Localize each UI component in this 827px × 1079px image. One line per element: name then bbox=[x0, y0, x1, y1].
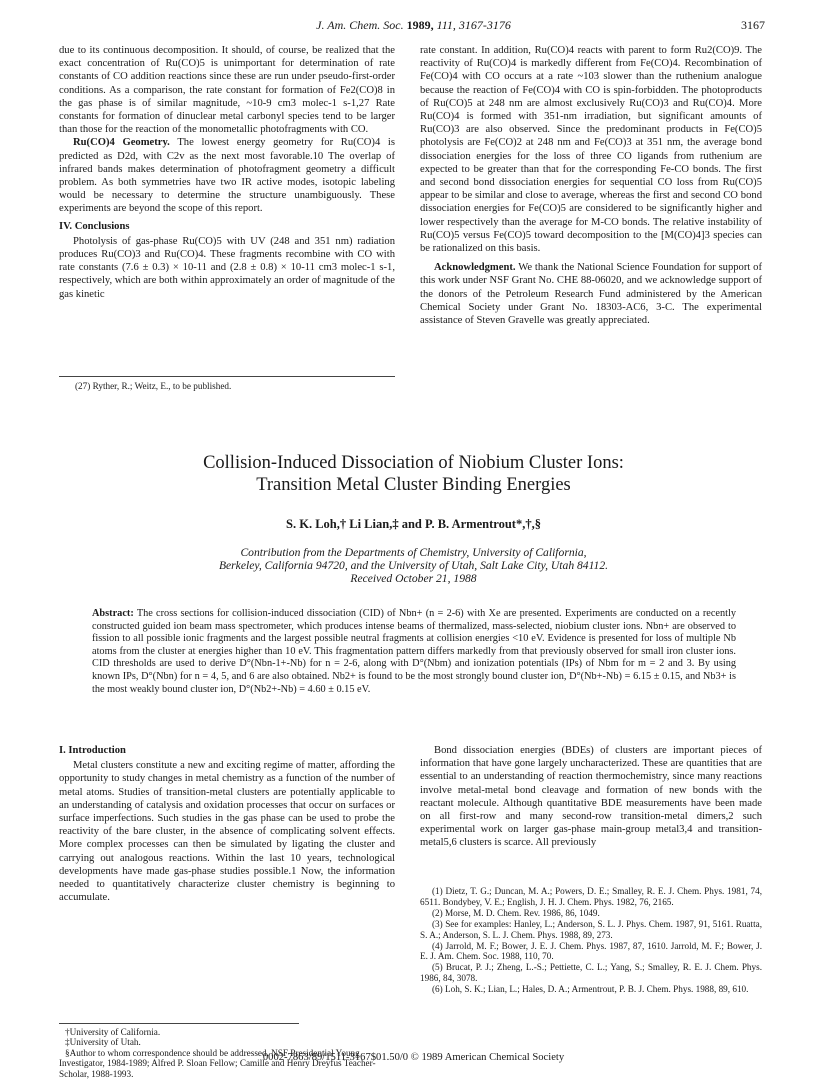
author-note: §Author to whom correspondence should be addressed. NSF Presidential Young Investigator, 1984-1989; Alfred P. Sloan Fellow; Camille and Henry Dreyfus Teacher-Scholar, 1988-1993. bbox=[59, 1047, 376, 1079]
prev-article-left-column bbox=[59, 44, 395, 301]
affiliations bbox=[0, 546, 827, 586]
prev-article-right-column bbox=[420, 44, 762, 327]
ack-heading: Acknowledgment. bbox=[434, 262, 516, 274]
affiliation-line-1: Contribution from the Departments of Chemistry, University of California, bbox=[240, 546, 587, 559]
abstract-label: Abstract: bbox=[92, 608, 134, 619]
journal-year: 1989, bbox=[406, 18, 434, 32]
abstract bbox=[92, 608, 736, 696]
author-list: S. K. Loh,† Li Lian,‡ and P. B. Armentrout*,†,§ bbox=[286, 517, 541, 531]
intro-heading: I. Introduction bbox=[59, 745, 126, 756]
abstract-text: The cross sections for collision-induced dissociation (CID) of Nbn+ (n = 2-6) with Xe are presented. Experiments are conducted on a recently constructed guided ion beam mass spectrometer, which produces intense beams of thermalized, mass-selected, niobium cluster ions. Nbn+ are observed to fission to all possible ionic fragments and the largest possible neutral fragments at collision energies <10 eV. Evidence is presented for loss of multiple Nb atoms from the cluster at energies higher than 10 eV. This fragmentation pattern differs markedly from that previously observed for small iron cluster ions. CID thresholds are used to derive D°(Nbn-1+-Nb) for n = 2-6, along with D°(Nbm) and ionization potentials (IPs) of Nbm for m = 2 and 3. By using known IPs, D°(Nbn) for n = 4, 5, and 6 are also obtained. Nb2+ is found to be the most strongly bound cluster ion, D°(Nb+-Nb) = 6.15 ± 0.15, and Nb3+ is the most weakly bound cluster ion, D°(Nb2+-Nb) = 4.60 ± 0.15 eV. bbox=[92, 608, 737, 695]
prev-paragraph-2-text: The lowest energy geometry for Ru(CO)4 is predicted as D2d, with C2v as the next most favorable.10 The overlap of infrared bands makes determination of photofragment geometry a difficult problem. As both symmetries have two IR active modes, isotopic labeling would be necessary to determine the structure unambiguously. These experiments are beyond the scope of this report. bbox=[59, 137, 395, 215]
author-note: †University of California. bbox=[65, 1027, 161, 1037]
footnote-27: (27) Ryther, R.; Weitz, E., to be published. bbox=[75, 381, 232, 391]
intro-paragraph-2: Bond dissociation energies (BDEs) of clusters are important pieces of information that have gone largely uncharacterized. These are quantities that are essential to an understanding of reaction thermochemistry, since many reactions involve metal-metal bond cleavage and formation of new bonds with the reactant molecule. Although quantitative BDE measurements have been made on all first-row and many second-row transition-metal dimers,2 such experimental work on larger gas-phase main-group metal3,4 and transition-metal5,6 clusters is scarce. All previously bbox=[420, 745, 762, 849]
received-date: Received October 21, 1988 bbox=[350, 572, 477, 586]
reference-item: (6) Loh, S. K.; Lian, L.; Hales, D. A.; Armentrout, P. B. J. Chem. Phys. 1988, 89, 610. bbox=[432, 984, 749, 995]
reference-item: (1) Dietz, T. G.; Duncan, M. A.; Powers, D. E.; Smalley, R. E. J. Chem. Phys. 1981, 74, 6511. Bondybey, V. E.; English, J. H. J. Chem. Phys. 1982, 76, 2165. bbox=[420, 886, 762, 907]
author-footnotes bbox=[59, 1023, 376, 1079]
prev-paragraph-2 bbox=[59, 136, 395, 215]
page-footer: 0002-7863/89/1511-3167$01.50/0 © 1989 American Chemical Society bbox=[262, 1052, 565, 1063]
reference-item: (2) Morse, M. D. Chem. Rev. 1986, 86, 1049. bbox=[432, 907, 600, 918]
journal-name: J. Am. Chem. Soc. bbox=[316, 18, 404, 32]
intro-right-column bbox=[420, 744, 762, 850]
reference-item: (3) See for examples: Hanley, L.; Anderson, S. L. J. Phys. Chem. 1987, 91, 5161. Ruatta, S. A.; Anderson, S. L. J. Chem. Phys. 1988, 89, 273. bbox=[420, 918, 762, 940]
page-number: 3167 bbox=[741, 18, 765, 32]
reference-item: (4) Jarrold, M. F.; Bower, J. E. J. Chem. Phys. 1987, 87, 1610. Jarrold, M. F.; Bower, J. E. J. Am. Chem. Soc. 1988, 110, 70. bbox=[420, 940, 762, 962]
prev-paragraph-1: due to its continuous decomposition. It should, of course, be realized that the exact concentration of Ru(CO)5 is unimportant for determination of rate constants of CO addition reactions since these are run under pseudo-first-order conditions. As a comparison, the rate constant for formation of Fe2(CO)8 in the gas phase is of similar magnitude, ~10-9 cm3 molec-1 s-1,27 Rate constants for formation of dinuclear metal carbonyl species tend to be larger than those for the reaction of the monometallic photofragments with CO. bbox=[59, 45, 395, 136]
prev-footnote bbox=[59, 376, 395, 392]
journal-citation bbox=[0, 18, 827, 33]
journal-volume: 111, bbox=[436, 18, 456, 32]
reference-list bbox=[420, 886, 762, 995]
article-title bbox=[0, 452, 827, 496]
journal-pages: 3167-3176 bbox=[458, 18, 511, 32]
prev-paragraph-3: Photolysis of gas-phase Ru(CO)5 with UV (248 and 351 nm) radiation produces Ru(CO)3 and Ru(CO)4. These fragments recombine with CO with rate constants (7.6 ± 0.3) × 10-11 and (2.8 ± 0.8) × 10-11 cm3 molec-1 s-1, respectively, which are both within approximately an order of magnitude of the gas kinetic bbox=[59, 235, 395, 300]
conclusions-heading: IV. Conclusions bbox=[59, 220, 130, 232]
affiliation-line-2: Berkeley, California 94720, and the University of Utah, Salt Lake City, Utah 84112. bbox=[218, 559, 609, 573]
intro-left-column bbox=[59, 744, 395, 904]
runin-heading: Ru(CO)4 Geometry. bbox=[73, 137, 170, 149]
title-line-1: Collision-Induced Dissociation of Niobium Cluster Ions: bbox=[203, 453, 624, 473]
intro-paragraph-1: Metal clusters constitute a new and exciting regime of matter, affording the opportunity to study changes in metal chemistry as a function of the number of metal atoms. Studies of transition-metal clusters are potentially applicable to an understanding of catalysis and oxidation processes that occur on surfaces or surface imperfections. Such studies in the gas phase can be used to probe the reactivity of the bare cluster, in the absence of complicating solvent effects. More complex processes can then be simulated by ligating the cluster and carrying out analogous reactions. Within the last 10 years, technological developments have made gas-phase studies possible.1 Now, the information needed to quantitatively characterize cluster chemistry is beginning to accumulate. bbox=[59, 760, 395, 904]
author-note: ‡University of Utah. bbox=[65, 1037, 141, 1048]
reference-item: (5) Brucat, P. J.; Zheng, L.-S.; Pettiette, C. L.; Yang, S.; Smalley, R. E. J. Chem. Phys. 1986, 84, 3078. bbox=[420, 962, 762, 984]
prev-right-paragraph: rate constant. In addition, Ru(CO)4 reacts with parent to form Ru2(CO)9. The reactivity of Ru(CO)4 is markedly different from Fe(CO)4. Recombination of Fe(CO)4 with CO occurs at a rate ~103 slower than the ruthenium analogue because the reaction of Fe(CO)4 with CO is spin-forbidden. The photoproducts of Ru(CO)5 at 248 nm are almost exclusively Ru(CO)3 and Ru(CO)4. More Ru(CO)4 is formed with 351-nm irradiation, but significant amounts of Ru(CO)3 are also observed. Since the predominant products in Fe(CO)5 photolysis are Fe(CO)2 at 248 nm and Fe(CO)3 at 351 nm, the average bond dissociation energies for the loss of three CO ligands from ruthenium are expected to be greater than that for the corresponding Fe-CO bonds. The first and second bond dissociation energies for sequential CO loss from Ru(CO)5 appear to be similar and close to average, whereas the first and second CO bond dissociation energies for Fe(CO)5 are considered to be significantly higher and lower respectively than the average for M-CO bonds. The relative instability of Ru(CO)5 versus Fe(CO)5 toward decomposition to the [M(CO)4]3 species can be rationalized on this basis. bbox=[420, 45, 762, 255]
running-header bbox=[0, 18, 827, 34]
ack-text: We thank the National Science Foundation for support of this work under NSF Grant No. CHE 88-06020, and we acknowledge support of the donors of the Petroleum Research Fund administered by the American Chemical Society under Grant No. 18303-AC6, 3-C. The experimental assistance of Steven Gravelle was greatly appreciated. bbox=[420, 262, 762, 327]
acknowledgment bbox=[420, 261, 762, 327]
title-line-2: Transition Metal Cluster Binding Energies bbox=[256, 475, 571, 495]
